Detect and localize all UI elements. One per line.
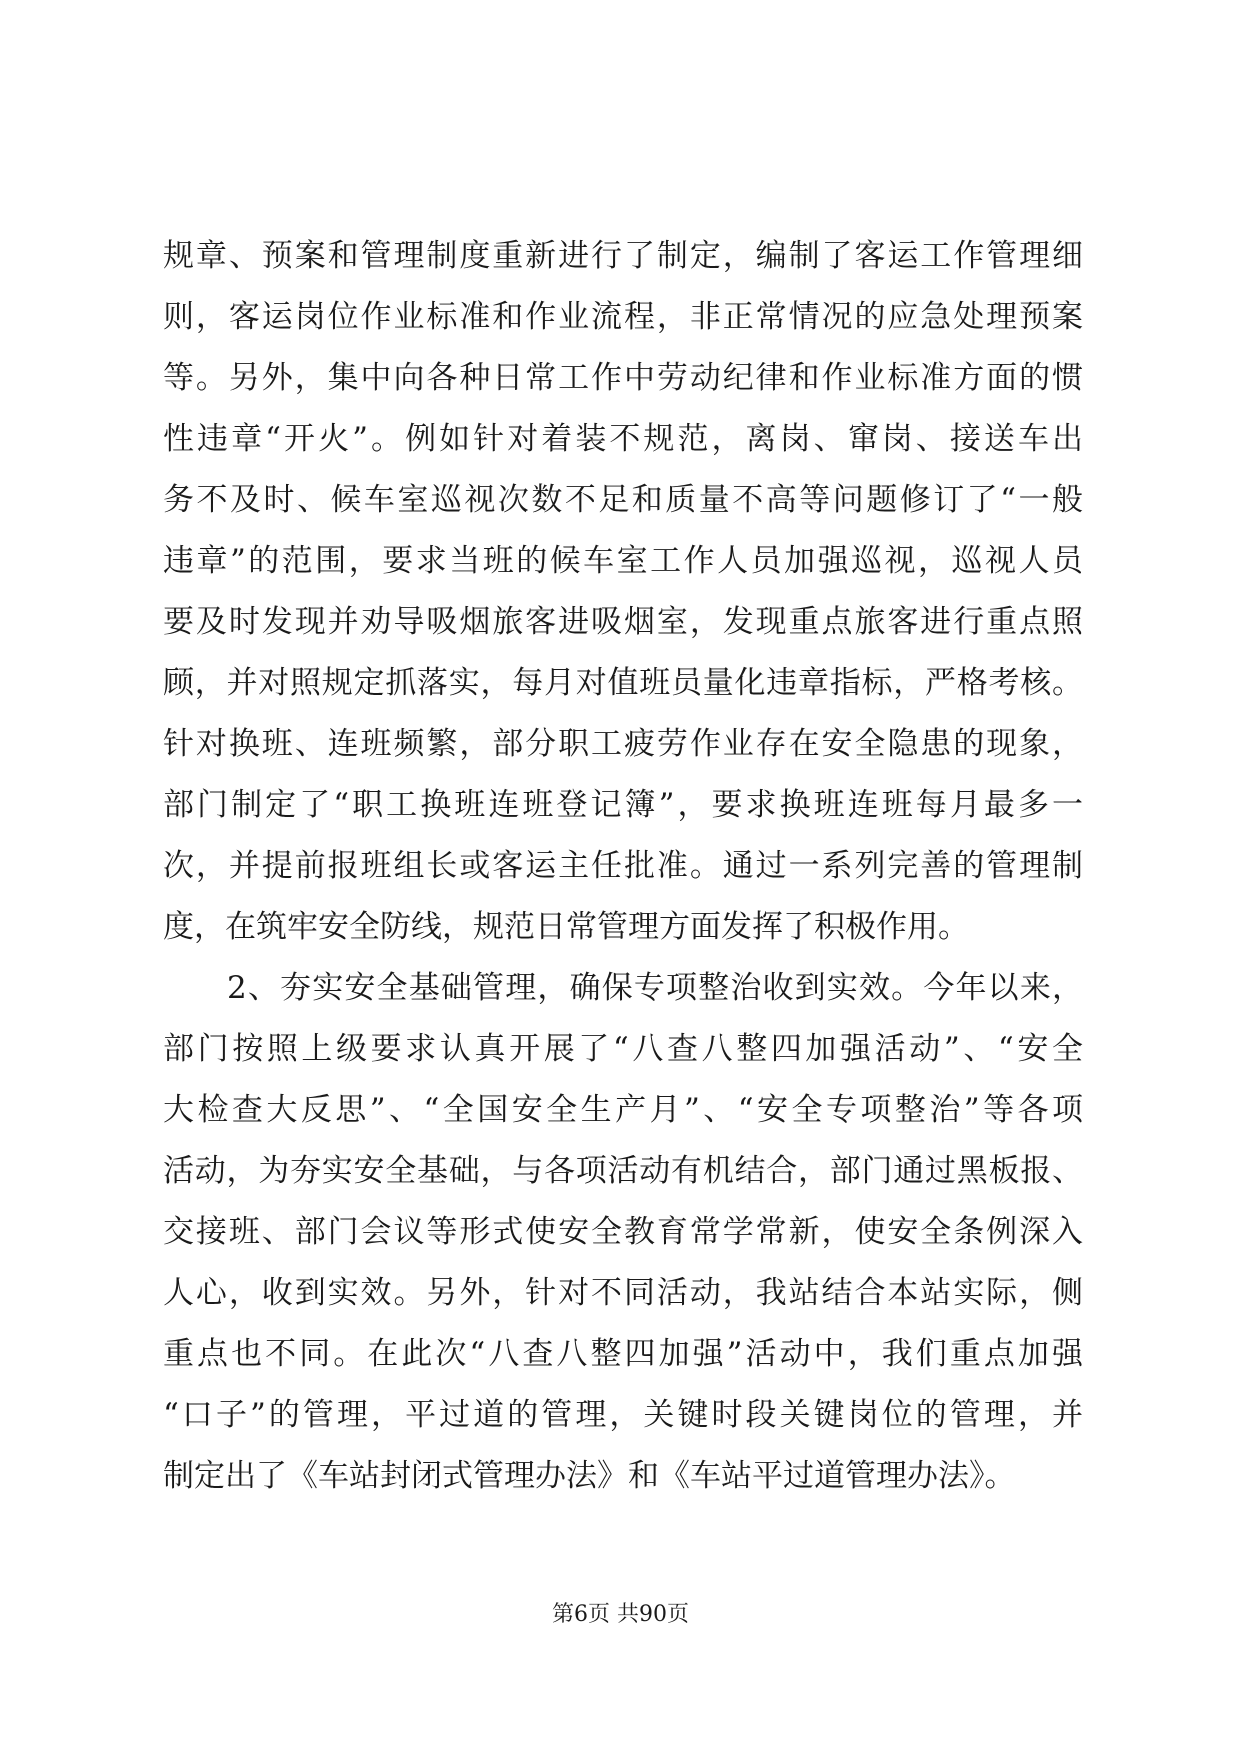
paragraph-line: 交接班、部门会议等形式使安全教育常学常新，使安全条例深入 xyxy=(163,1214,1083,1250)
paragraph-line: 顾，并对照规定抓落实，每月对值班员量化违章指标，严格考核。 xyxy=(163,665,1083,701)
paragraph-line: 违章”的范围，要求当班的候车室工作人员加强巡视，巡视人员 xyxy=(163,543,1083,579)
paragraph-line: 规章、预案和管理制度重新进行了制定，编制了客运工作管理细 xyxy=(163,238,1083,274)
paragraph-line: 则，客运岗位作业标准和作业流程，非正常情况的应急处理预案 xyxy=(163,299,1083,335)
paragraph-line: 针对换班、连班频繁，部分职工疲劳作业存在安全隐患的现象， xyxy=(163,726,1083,762)
paragraph-line: 活动，为夯实安全基础，与各项活动有机结合，部门通过黑板报、 xyxy=(163,1153,1083,1189)
paragraph-line: 等。另外，集中向各种日常工作中劳动纪律和作业标准方面的惯 xyxy=(163,360,1083,396)
paragraph-line: 大检查大反思”、“全国安全生产月”、“安全专项整治”等各项 xyxy=(163,1092,1083,1128)
paragraph-line: 次，并提前报班组长或客运主任批准。通过一系列完善的管理制 xyxy=(163,848,1083,884)
paragraph-line: 部门制定了“职工换班连班登记簿”，要求换班连班每月最多一 xyxy=(163,787,1083,823)
paragraph-line: 2、夯实安全基础管理，确保专项整治收到实效。今年以来， xyxy=(227,970,1083,1006)
paragraph-line: 性违章“开火”。例如针对着装不规范，离岗、窜岗、接送车出 xyxy=(163,421,1083,457)
paragraph-line: 重点也不同。在此次“八查八整四加强”活动中，我们重点加强 xyxy=(163,1336,1083,1372)
paragraph-line: 人心，收到实效。另外，针对不同活动，我站结合本站实际，侧 xyxy=(163,1275,1083,1311)
paragraph-line: 制定出了《车站封闭式管理办法》和《车站平过道管理办法》。 xyxy=(163,1458,1016,1494)
paragraph-line: 要及时发现并劝导吸烟旅客进吸烟室，发现重点旅客进行重点照 xyxy=(163,604,1083,640)
document-body xyxy=(163,226,1083,1507)
paragraph-line: “口子”的管理，平过道的管理，关键时段关键岗位的管理，并 xyxy=(163,1397,1083,1433)
page-number: 第6页 共90页 xyxy=(552,1602,689,1627)
paragraph-line: 度，在筑牢安全防线，规范日常管理方面发挥了积极作用。 xyxy=(163,909,969,945)
paragraph-line: 务不及时、候车室巡视次数不足和质量不高等问题修订了“一般 xyxy=(163,482,1083,518)
page-footer xyxy=(0,1600,1241,1630)
paragraph-line: 部门按照上级要求认真开展了“八查八整四加强活动”、“安全 xyxy=(163,1031,1083,1067)
